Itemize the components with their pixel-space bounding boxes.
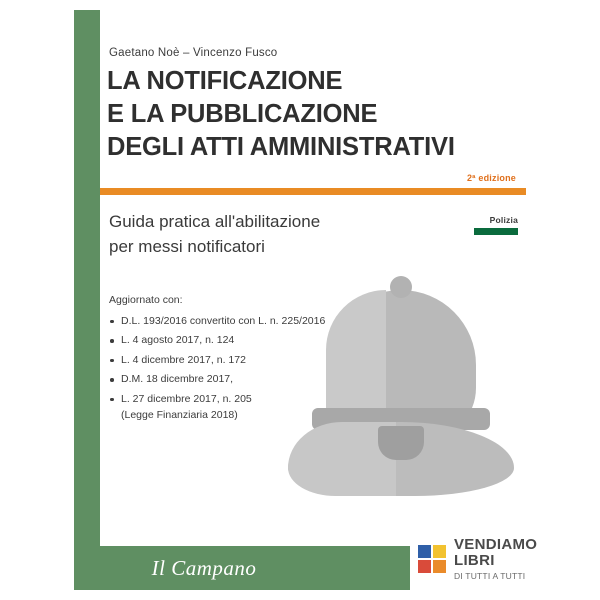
- badge-color-swatches: [418, 545, 446, 573]
- orange-divider: [100, 188, 526, 195]
- swatch-yellow: [433, 545, 446, 558]
- swatch-row-top: [418, 545, 446, 558]
- publisher-name: Il Campano: [151, 555, 257, 580]
- badge-line-1: VENDIAMO: [454, 535, 538, 553]
- swatch-blue: [418, 545, 431, 558]
- badge-tagline: DI TUTTI A TUTTI: [454, 571, 526, 582]
- publisher-logo: [74, 546, 334, 590]
- helmet-badge-plate: [378, 426, 424, 460]
- helmet-knob: [390, 276, 412, 298]
- updates-intro: Aggiornato con:: [109, 294, 183, 306]
- police-helmet-illustration: [282, 276, 526, 546]
- subtitle-line-2: per messi notificatori: [109, 236, 265, 256]
- edition-label: 2ª edizione: [466, 173, 516, 183]
- title-line-1: LA NOTIFICAZIONE: [107, 67, 343, 95]
- update-text: L. 27 dicembre 2017, n. 205: [121, 392, 252, 405]
- title-line-2: E LA PUBBLICAZIONE: [107, 100, 378, 129]
- vendiamo-libri-badge: [410, 528, 600, 590]
- subtitle-line-1: Guida pratica all'abilitazione: [109, 212, 321, 231]
- authors-line: Gaetano Noè – Vincenzo Fusco: [109, 47, 278, 59]
- swatch-row-bottom: [418, 560, 446, 573]
- swatch-orange: [433, 560, 446, 573]
- book-title: [107, 65, 526, 164]
- book-subtitle: [109, 210, 439, 259]
- cover-content: [100, 10, 526, 590]
- series-label: Polizia: [489, 215, 518, 225]
- badge-text: [454, 537, 537, 582]
- update-text: D.L. 193/2016 convertito con L. n. 225/2016: [121, 314, 326, 327]
- update-text: L. 4 agosto 2017, n. 124: [121, 334, 235, 347]
- series-color-bar: [474, 228, 518, 235]
- badge-line-2: LIBRI: [454, 551, 495, 569]
- series-tag: [474, 215, 518, 235]
- swatch-red: [418, 560, 431, 573]
- left-green-band: [74, 10, 100, 590]
- update-subtext: (Legge Finanziaria 2018): [121, 408, 238, 421]
- title-line-3: DEGLI ATTI AMMINISTRATIVI: [107, 133, 455, 162]
- update-text: D.M. 18 dicembre 2017,: [121, 373, 234, 386]
- update-text: L. 4 dicembre 2017, n. 172: [121, 353, 246, 366]
